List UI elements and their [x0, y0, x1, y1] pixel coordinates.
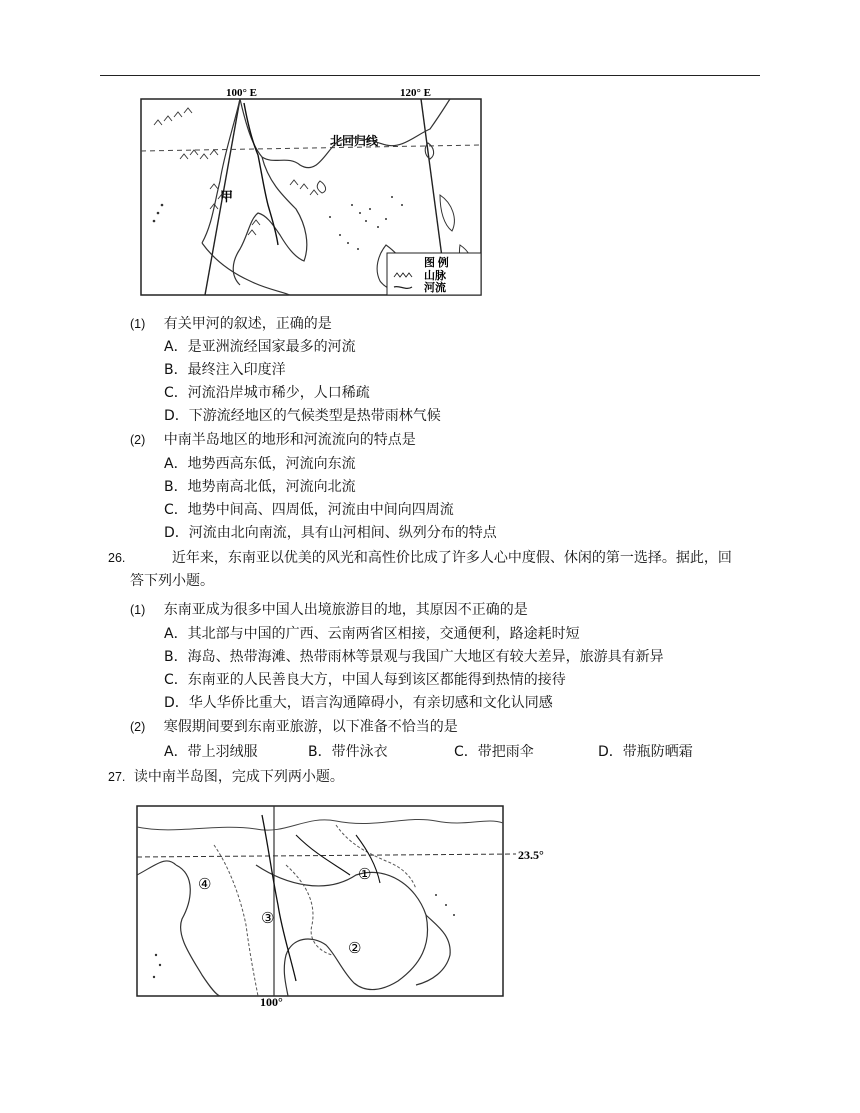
option: D．带瓶防晒霜 — [598, 744, 693, 760]
legend-river-label: 河流 — [424, 282, 446, 294]
q26-stem — [108, 548, 732, 568]
marker-1: ① — [358, 867, 372, 883]
q27-stem — [108, 767, 344, 787]
q25-sub1 — [130, 314, 332, 334]
q26-sub2 — [130, 717, 458, 737]
question-stem: 中南半岛地区的地形和河流流向的特点是 — [163, 432, 416, 448]
option: D．河流由北向南流，具有山河相间、纵列分布的特点 — [164, 525, 497, 541]
option: C．河流沿岸城市稀少，人口稀疏 — [164, 385, 370, 401]
marker-2: ② — [348, 941, 362, 957]
river-label-jia: 甲 — [220, 189, 234, 204]
option: A．是亚洲流经国家最多的河流 — [164, 339, 356, 355]
option: D．下游流经地区的气候类型是热带雨林气候 — [164, 408, 441, 424]
question-stem-cont: 答下列小题。 — [130, 573, 214, 589]
q25-sub2 — [130, 430, 416, 450]
indochina-peninsula-map — [136, 805, 544, 1009]
marker-3: ③ — [261, 911, 275, 927]
question-number: 26. — [108, 551, 126, 565]
option: C．地势中间高、四周低，河流由中间向四周流 — [164, 502, 454, 518]
option: A．地势西高东低，河流向东流 — [164, 456, 356, 472]
lon-100-label: 100° E — [226, 87, 257, 99]
option: B．地势南高北低，河流向北流 — [164, 479, 356, 495]
tropic-label: 北回归线 — [330, 134, 379, 148]
header-rule — [100, 75, 760, 76]
lon-100-label: 100° — [260, 995, 283, 1009]
option: C．带把雨伞 — [454, 744, 534, 760]
option: B．带件泳衣 — [308, 744, 388, 760]
marker-4: ④ — [198, 877, 212, 893]
option: B．最终注入印度洋 — [164, 362, 286, 378]
southeast-asia-map — [140, 85, 483, 296]
lat-23-5-label: 23.5° — [518, 848, 544, 862]
question-stem: 东南亚成为很多中国人出境旅游目的地，其原因不正确的是 — [163, 602, 528, 618]
option: C．东南亚的人民善良大方，中国人每到该区都能得到热情的接待 — [164, 672, 566, 688]
option: A．带上羽绒服 — [164, 744, 258, 760]
question-stem: 寒假期间要到东南亚旅游，以下准备不恰当的是 — [163, 719, 458, 735]
option: D．华人华侨比重大，语言沟通障碍小，有亲切感和文化认同感 — [164, 695, 553, 711]
sub-number: (1) — [130, 603, 146, 617]
question-stem: 读中南半岛图，完成下列两小题。 — [133, 769, 344, 785]
question-stem: 近年来，东南亚以优美的风光和高性价比成了许多人心中度假、休闲的第一选择。据此，回 — [171, 550, 732, 566]
question-stem: 有关甲河的叙述，正确的是 — [163, 316, 332, 332]
legend-title: 图 例 — [424, 257, 449, 269]
sub-number: (2) — [130, 433, 146, 447]
lon-120-label: 120° E — [400, 87, 431, 99]
q26-sub1 — [130, 600, 528, 620]
legend-mountain-label: 山脉 — [424, 270, 446, 282]
option: A．其北部与中国的广西、云南两省区相接，交通便利，路途耗时短 — [164, 626, 580, 642]
sub-number: (1) — [130, 317, 146, 331]
question-number: 27. — [108, 770, 126, 784]
option: B．海岛、热带海滩、热带雨林等景观与我国广大地区有较大差异，旅游具有新异 — [164, 649, 664, 665]
sub-number: (2) — [130, 720, 146, 734]
